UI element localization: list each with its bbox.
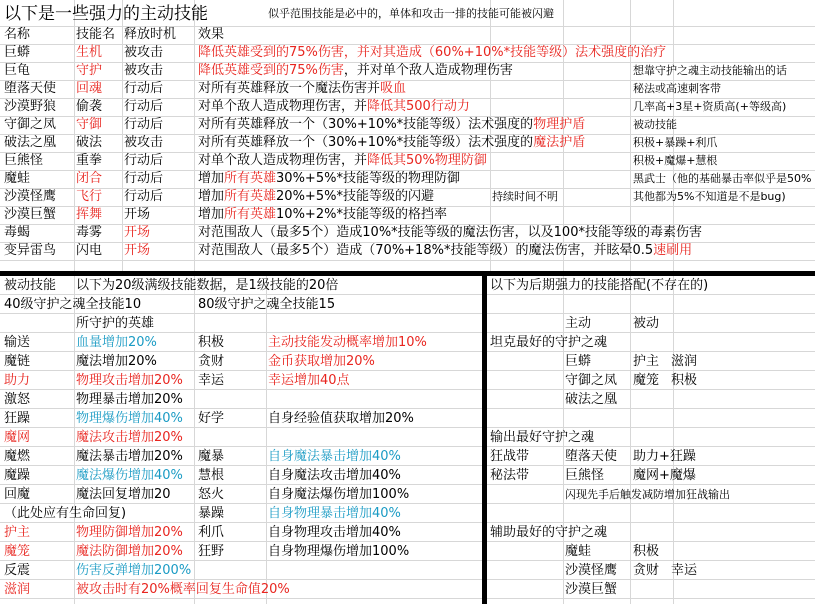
effect-segment: 20%+5%*技能等级的闪避	[276, 189, 434, 204]
skill-owner-name: 沙漠野狼	[4, 99, 57, 114]
passive-self-skill: 积极	[198, 335, 225, 350]
side-note: 积极+暴躁+利爪	[633, 136, 718, 149]
side-note: 被动技能	[633, 118, 677, 131]
skill-owner-name: 破法之凰	[4, 135, 57, 150]
effect-segment: 对所有英雄释放一个（30%+10%*技能等级）法术强度的	[198, 117, 534, 132]
skill-owner-name: 魔蛙	[4, 171, 31, 186]
combo-carrier: 狂战带	[490, 449, 530, 464]
passive-hero-effect: 伤害反弹增加200%	[76, 563, 192, 578]
column-header: 技能名	[76, 27, 116, 42]
column-header: 释放时机	[124, 27, 177, 42]
skill-effect	[198, 206, 447, 224]
release-timing: 被攻击	[124, 63, 164, 78]
combo-active: 破法之凰	[565, 392, 618, 407]
combo-passive: 魔网+魔爆	[633, 468, 696, 483]
grid-line-vertical	[74, 276, 75, 604]
title-note: 似乎范围技能是必中的，单体和攻击一排的技能可能被闪避	[268, 7, 554, 20]
passive-self-effect: 自身物理攻击增加40%	[268, 525, 401, 540]
passive-skill-name: 魔躁	[4, 468, 31, 483]
passive-hero-effect: 物理暴击增加20%	[76, 392, 183, 407]
effect-segment: 30%+5%*技能等级的物理防御	[276, 171, 460, 186]
tank-heading: 坦克最好的守护之魂	[490, 335, 608, 350]
passive-hero-effect: 魔法回复增加20	[76, 487, 171, 502]
skill-name: 毒雾	[76, 225, 103, 240]
effect-segment: 对范围敌人（最多5个）造成（70%+18%*技能等级）的魔法伤害，并眩晕0.5	[198, 243, 654, 258]
side-note: 想靠守护之魂主动技能输出的话	[633, 64, 787, 77]
effect-segment: 魔法护盾	[533, 135, 586, 150]
side-note: 积极+魔爆+慧根	[633, 154, 718, 167]
passive-self-skill: 慧根	[198, 468, 225, 483]
skill-name: 闪电	[76, 243, 103, 258]
effect-segment: ，并对其造成（60%+10%*技能等级）法术强度的治疗	[343, 45, 667, 60]
skill-effect	[198, 98, 470, 116]
passive-self-effect: 金币获取增加20%	[268, 354, 375, 369]
effect-segment: 对所有英雄释放一个魔法伤害并	[198, 81, 381, 96]
release-timing: 开场	[124, 225, 151, 240]
combo-passive: 积极	[633, 544, 660, 559]
skill-effect	[198, 62, 513, 80]
effect-segment: 增加	[198, 171, 225, 186]
passive-self-skill: 怒火	[198, 487, 225, 502]
release-timing: 行动后	[124, 81, 164, 96]
passive-self-effect: 自身物理暴击增加40%	[268, 506, 401, 521]
effect-segment: 对单个敌人造成物理伤害，并	[198, 99, 368, 114]
skill-name: 偷袭	[76, 99, 103, 114]
passive-skill-name: 魔网	[4, 430, 31, 445]
combo-passive: 助力+狂躁	[633, 449, 696, 464]
passive-self-skill: 暴躁	[198, 506, 225, 521]
passive-self-skill: 魔暴	[198, 449, 225, 464]
release-timing: 行动后	[124, 117, 164, 132]
effect-segment: 10%+2%*技能等级的格挡率	[276, 207, 447, 222]
passive-label: 被动	[633, 316, 660, 331]
skill-effect	[198, 170, 460, 188]
skill-owner-name: 守御之凤	[4, 117, 57, 132]
effect-segment: 所有英雄	[224, 207, 277, 222]
passive-self-effect: 自身魔法爆伤增加100%	[268, 487, 410, 502]
passive-self-effect: 自身魔法攻击增加40%	[268, 468, 401, 483]
passive-self-effect: 自身物理爆伤增加100%	[268, 544, 410, 559]
grid-line-vertical	[630, 276, 631, 604]
effect-segment: 降低其50%物理防御	[367, 153, 487, 168]
grid-line-vertical	[74, 0, 75, 272]
passive-self-skill: 利爪	[198, 525, 225, 540]
skill-owner-name: 巨熊怪	[4, 153, 44, 168]
combo-carrier: 秘法带	[490, 468, 530, 483]
passive-skill-name: 回魔	[4, 487, 31, 502]
combo-active: 沙漠巨蟹	[565, 582, 618, 597]
divider-horizontal	[0, 271, 815, 276]
effect-segment: 增加	[198, 189, 225, 204]
grid-line-vertical	[194, 276, 195, 604]
passive-hero-effect: 魔法防御增加20%	[76, 544, 183, 559]
combo-active: 沙漠怪鹰	[565, 563, 618, 578]
support-heading: 辅助最好的守护之魂	[490, 525, 608, 540]
skill-name: 守御	[76, 117, 103, 132]
skill-owner-name: 沙漠巨蟹	[4, 207, 57, 222]
passive-self-skill: 幸运	[198, 373, 225, 388]
side-note: 几率高+3星+资质高(+等级高)	[633, 100, 787, 113]
release-timing: 开场	[124, 207, 151, 222]
skill-effect	[198, 188, 434, 206]
effect-segment: 对所有英雄释放一个（30%+10%*技能等级）法术强度的	[198, 135, 534, 150]
active-label: 主动	[565, 316, 592, 331]
skill-name: 重拳	[76, 153, 103, 168]
column-header: 效果	[198, 27, 225, 42]
passive-hero-effect: 物理爆伤增加40%	[76, 411, 183, 426]
skill-effect	[198, 80, 406, 98]
passive-self-effect: 自身经验值获取增加20%	[268, 411, 414, 426]
effect-segment: 降低英雄受到的75%伤害	[198, 45, 344, 60]
dps-heading: 输出最好守护之魂	[490, 430, 595, 445]
passive-skill-name: 输送	[4, 335, 31, 350]
skill-effect	[198, 44, 666, 62]
combo-passive-2: 滋润	[671, 354, 698, 369]
skill-owner-name: 堕落天使	[4, 81, 57, 96]
effect-segment: 吸血	[380, 81, 407, 96]
combo-passive: 护主	[633, 354, 660, 369]
release-timing: 行动后	[124, 153, 164, 168]
page-title: 以下是一些强力的主动技能	[4, 4, 208, 24]
side-note: 黑武士（他的基础暴击率似乎是50%	[633, 172, 812, 185]
guarded-hero-header: 所守护的英雄	[76, 316, 155, 331]
side-note: 秘法或高速刺客带	[633, 82, 721, 95]
passive-skill-name: 助力	[4, 373, 31, 388]
effect-segment: 所有英雄	[224, 171, 277, 186]
passive-self-skill: 好学	[198, 411, 225, 426]
effect-segment: 对单个敌人造成物理伤害，并	[198, 153, 368, 168]
combo-active: 堕落天使	[565, 449, 618, 464]
passive-self-effect: 幸运增加40点	[268, 373, 350, 388]
effect-segment: 对范围敌人（最多5个）造成10%*技能等级的魔法伤害，以及100*技能等级的毒素伤害	[198, 225, 702, 240]
combo-passive-2: 幸运	[671, 563, 698, 578]
release-timing: 开场	[124, 243, 151, 258]
grid-line-vertical	[266, 276, 267, 604]
passive-skill-name: 魔燃	[4, 449, 31, 464]
skill-name: 破法	[76, 135, 103, 150]
combo-passive: 魔笼	[633, 373, 660, 388]
skill-owner-name: 沙漠怪鹰	[4, 189, 57, 204]
passive-self-effect: 主动技能发动概率增加10%	[268, 335, 427, 350]
divider-vertical	[482, 271, 487, 604]
skill-owner-name: 毒蝎	[4, 225, 31, 240]
skill-name: 生机	[76, 45, 103, 60]
passive-skill-name: 反震	[4, 563, 31, 578]
passive-self-skill: 狂野	[198, 544, 225, 559]
release-timing: 行动后	[124, 99, 164, 114]
combo-passive-2: 积极	[671, 373, 698, 388]
combo-passive: 贪财	[633, 563, 660, 578]
passive-hero-effect: 被攻击时有20%概率回复生命值20%	[76, 582, 290, 597]
column-header: 名称	[4, 27, 31, 42]
skill-name: 挥舞	[76, 207, 103, 222]
effect-segment: 速刷用	[653, 243, 693, 258]
grid-line-vertical	[673, 276, 674, 604]
skill-effect	[198, 224, 702, 242]
skill-effect	[198, 242, 692, 260]
skill-name: 回魂	[76, 81, 103, 96]
grid-line-vertical	[122, 0, 123, 272]
combo-active: 魔蛙	[565, 544, 592, 559]
passive-skill-name: 魔笼	[4, 544, 31, 559]
skill-owner-name: 巨龟	[4, 63, 31, 78]
skill-name: 闭合	[76, 171, 103, 186]
skill-owner-name: 变异雷鸟	[4, 243, 57, 258]
grid-line-horizontal	[0, 260, 815, 261]
effect-segment: 所有英雄	[224, 189, 277, 204]
skill-name: 守护	[76, 63, 103, 78]
level-15-note: 80级守护之魂全技能15	[198, 297, 336, 312]
grid-line-vertical	[194, 0, 195, 272]
passive-skill-name: 魔链	[4, 354, 31, 369]
passive-hero-effect: 物理防御增加20%	[76, 525, 183, 540]
combo-active: 守御之凤	[565, 373, 618, 388]
skill-effect	[198, 116, 585, 134]
duration-note: 持续时间不明	[492, 190, 558, 203]
passive-hero-effect: 魔法增加20%	[76, 354, 157, 369]
passive-hero-effect: 魔法攻击增加20%	[76, 430, 183, 445]
skill-effect	[198, 152, 487, 170]
combo-active: 巨熊怪	[565, 468, 605, 483]
passive-skill-name: （此处应有生命回复)	[4, 506, 127, 521]
passive-hero-effect: 魔法暴击增加20%	[76, 449, 183, 464]
release-timing: 被攻击	[124, 135, 164, 150]
skill-owner-name: 巨蟒	[4, 45, 31, 60]
level-10-note: 40级守护之魂全技能10	[4, 297, 142, 312]
effect-segment: 降低英雄受到的75%伤害	[198, 63, 344, 78]
effect-segment: 增加	[198, 207, 225, 222]
effect-segment: 降低其500行动力	[367, 99, 470, 114]
skill-name: 飞行	[76, 189, 103, 204]
passive-hero-effect: 魔法爆伤增加40%	[76, 468, 183, 483]
side-note: 其他都为5%不知道是不是bug)	[633, 190, 786, 203]
passive-heading: 被动技能	[4, 278, 57, 293]
dps-note: 闪现先手后触发减防增加狂战输出	[565, 488, 730, 501]
effect-segment: ，并对单个敌人造成物理伤害	[343, 63, 513, 78]
combo-active: 巨蟒	[565, 354, 592, 369]
passive-skill-name: 激怒	[4, 392, 31, 407]
combo-heading: 以下为后期强力的技能搭配(不存在的)	[490, 278, 709, 293]
passive-hero-effect: 物理攻击增加20%	[76, 373, 183, 388]
release-timing: 行动后	[124, 171, 164, 186]
passive-skill-name: 护主	[4, 525, 31, 540]
effect-segment: 物理护盾	[533, 117, 586, 132]
passive-self-skill: 贪财	[198, 354, 225, 369]
passive-note: 以下为20级满级技能数据，是1级技能的20倍	[76, 278, 339, 293]
passive-hero-effect: 血量增加20%	[76, 335, 157, 350]
passive-self-effect: 自身魔法暴击增加40%	[268, 449, 401, 464]
release-timing: 被攻击	[124, 45, 164, 60]
skill-effect	[198, 134, 585, 152]
passive-skill-name: 狂躁	[4, 411, 31, 426]
passive-skill-name: 滋润	[4, 582, 31, 597]
release-timing: 行动后	[124, 189, 164, 204]
